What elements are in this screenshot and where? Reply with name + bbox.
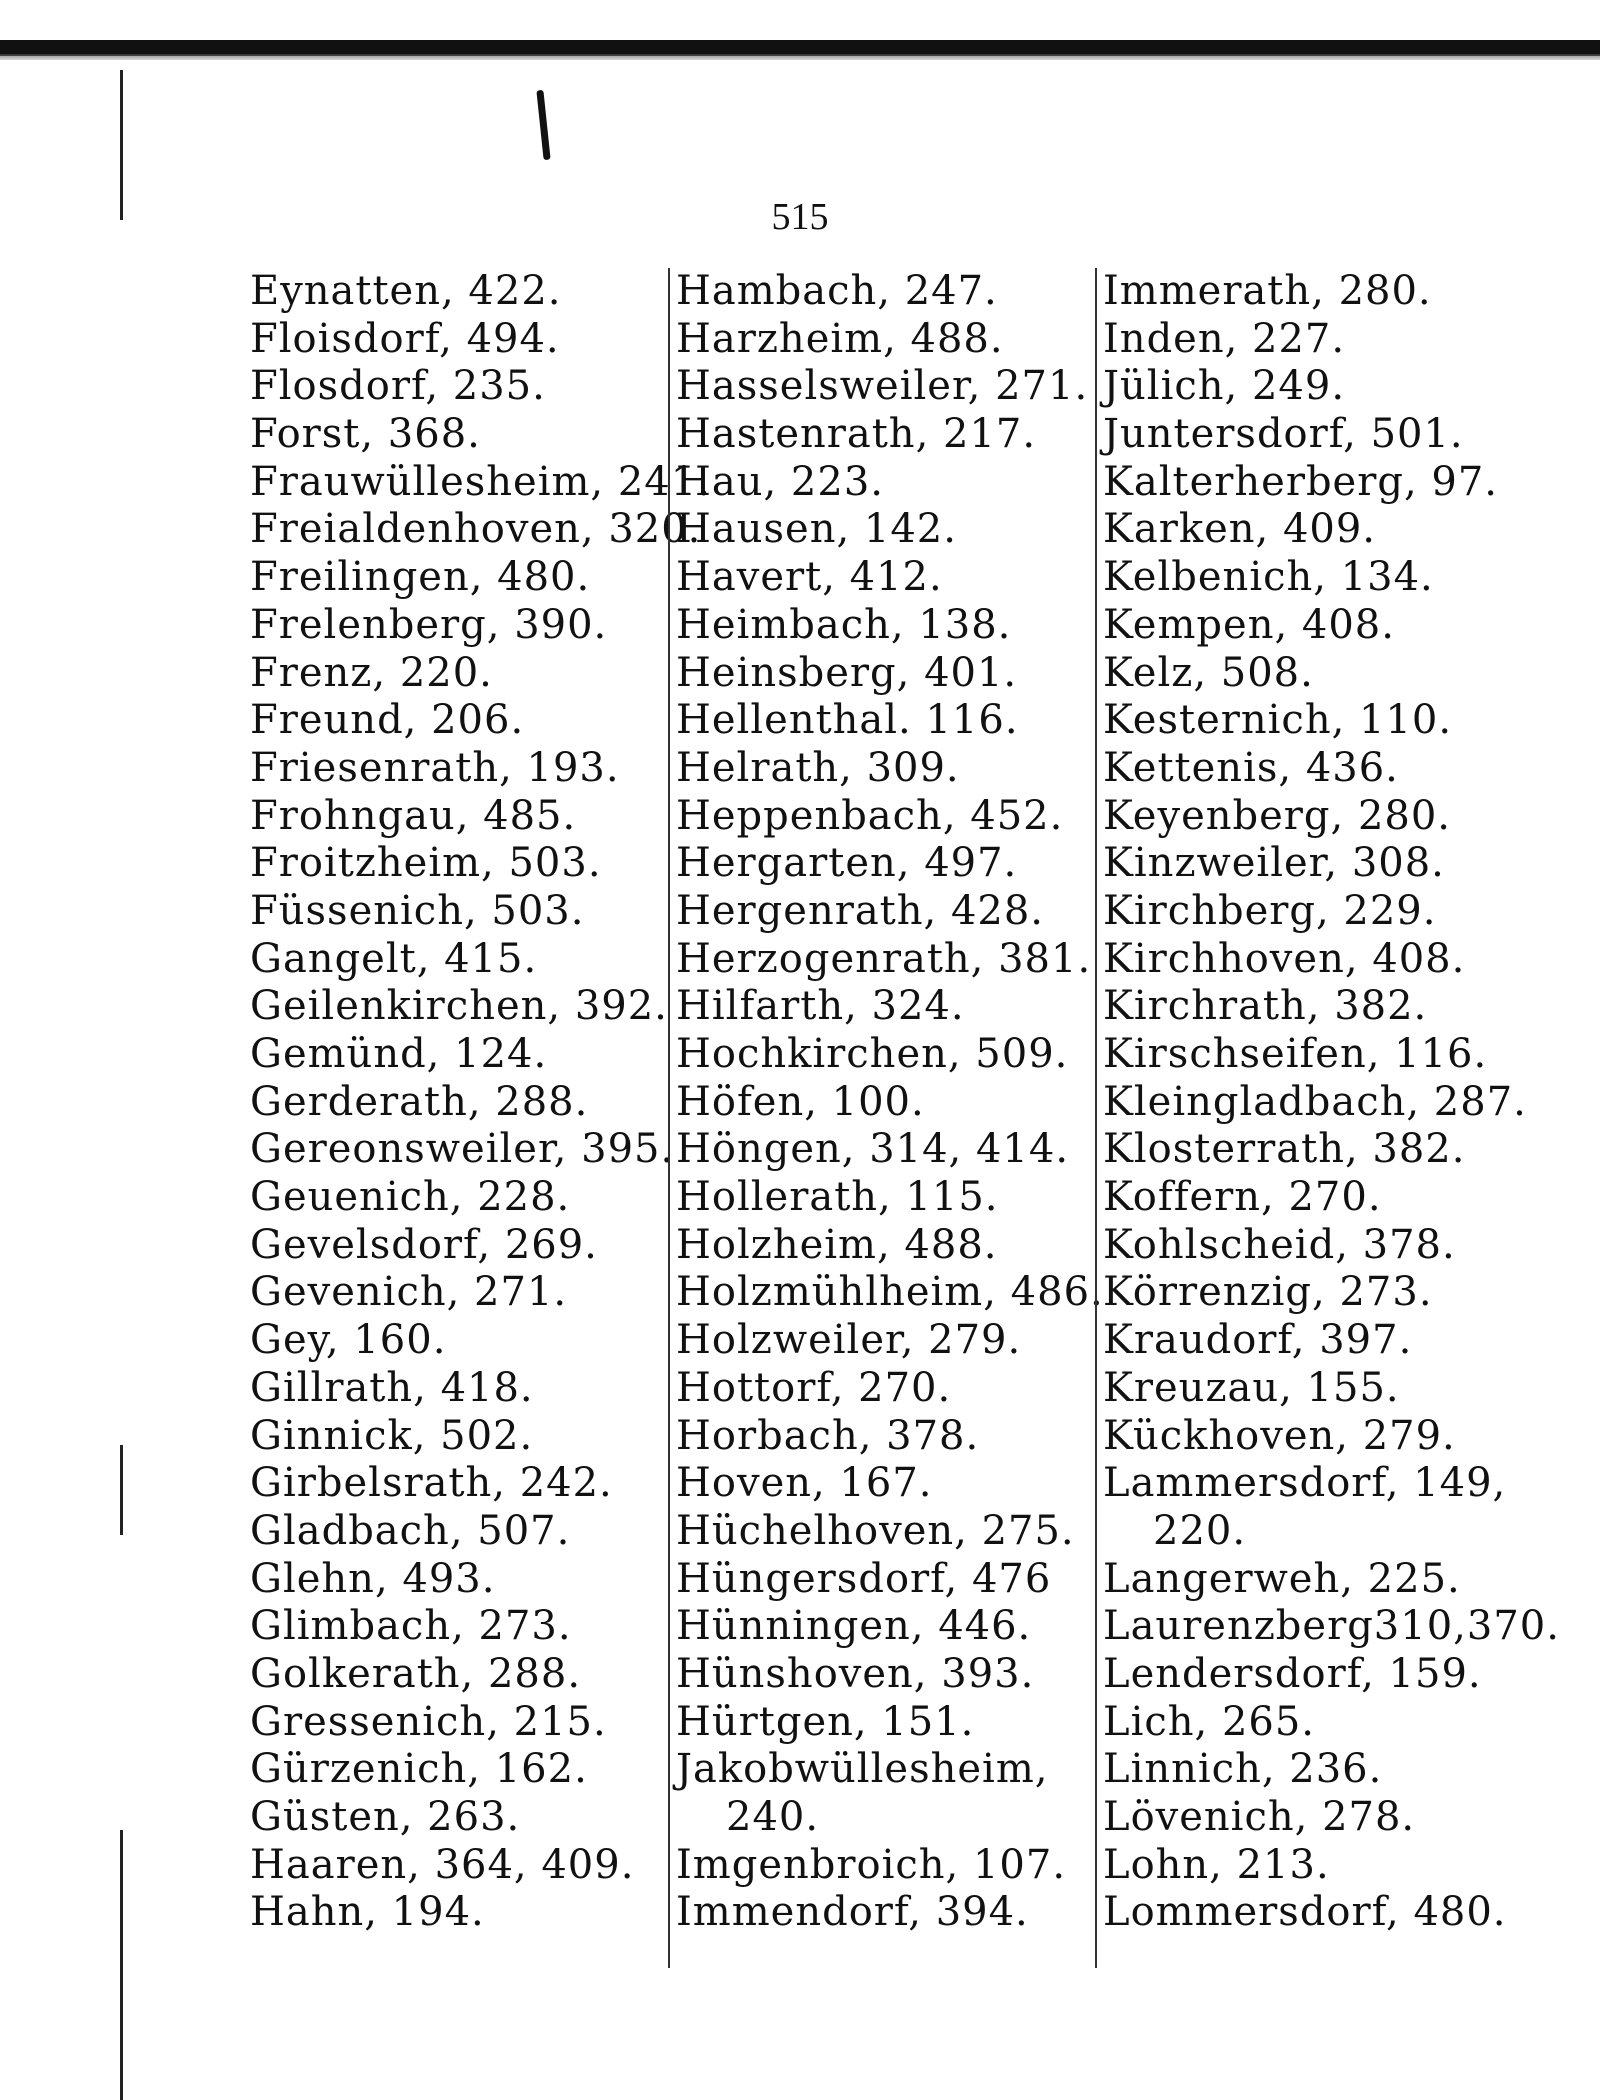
index-entry: Frohngau, 485. — [250, 792, 577, 839]
index-entry: Hau, 223. — [676, 458, 884, 505]
index-entry: Juntersdorf, 501. — [1103, 411, 1464, 458]
index-entry: Gerderath, 288. — [250, 1078, 589, 1125]
index-entry: Freilingen, 480. — [250, 554, 591, 601]
index-entry: Koffern, 270. — [1103, 1174, 1382, 1221]
index-entry: Gürzenich, 162. — [250, 1746, 588, 1793]
index-entry: Hünshoven, 393. — [676, 1650, 1035, 1697]
index-entry: Hergarten, 497. — [676, 840, 1018, 887]
index-column-1 — [250, 268, 711, 1937]
index-entry: Gevelsdorf, 269. — [250, 1221, 598, 1268]
index-entry: Gey, 160. — [250, 1317, 447, 1364]
index-column-2 — [668, 268, 1104, 1968]
index-entry: Kraudorf, 397. — [1103, 1317, 1413, 1364]
index-entry: Imgenbroich, 107. — [676, 1841, 1067, 1888]
index-entry: Glimbach, 273. — [250, 1603, 572, 1650]
index-entry: Gressenich, 215. — [250, 1698, 607, 1745]
index-entry: Inden, 227. — [1103, 315, 1346, 362]
index-entry: Lommersdorf, 480. — [1103, 1889, 1507, 1936]
index-entry: Horbach, 378. — [676, 1412, 980, 1459]
index-entry: Lendersdorf, 159. — [1103, 1650, 1482, 1697]
index-entry: Gemünd, 124. — [250, 1031, 548, 1077]
index-entry: Jakobwüllesheim, — [676, 1746, 1049, 1793]
index-entry: Immerath, 280. — [1103, 268, 1432, 314]
index-entry: Ginnick, 502. — [250, 1412, 534, 1459]
index-entry: Havert, 412. — [676, 554, 943, 601]
index-entry: Gangelt, 415. — [250, 935, 538, 982]
index-entry: Gevenich, 271. — [250, 1269, 568, 1316]
index-entry: Hergenrath, 428. — [676, 887, 1045, 934]
index-entry: Helrath, 309. — [676, 744, 960, 791]
index-entry: Linnich, 236. — [1103, 1746, 1383, 1793]
index-entry: Jülich, 249. — [1103, 363, 1346, 410]
index-entry: Geuenich, 228. — [250, 1174, 571, 1221]
index-entry: Frelenberg, 390. — [250, 601, 608, 648]
index-entry: Kempen, 408. — [1103, 601, 1395, 648]
index-entry: Hottorf, 270. — [676, 1364, 952, 1411]
index-entry: Golkerath, 288. — [250, 1650, 582, 1697]
index-entry: Langerweh, 225. — [1103, 1555, 1461, 1602]
index-entry: Lich, 265. — [1103, 1698, 1316, 1745]
index-entry: Hellenthal. 116. — [676, 697, 1019, 744]
index-entry: Hasselsweiler, 271. — [676, 363, 1089, 410]
index-entry: Hastenrath, 217. — [676, 411, 1037, 458]
index-entry: Körrenzig, 273. — [1103, 1269, 1433, 1316]
index-entry: Kückhoven, 279. — [1103, 1412, 1456, 1459]
index-entry: Kirchberg, 229. — [1103, 887, 1437, 934]
binding-edge-line — [120, 1830, 123, 2100]
index-entry: Hausen, 142. — [676, 506, 957, 553]
index-entry: Frauwüllesheim, 241. — [250, 458, 711, 505]
index-entry: Kreuzau, 155. — [1103, 1364, 1400, 1411]
index-entry: Kelbenich, 134. — [1103, 554, 1434, 601]
index-entry: Hoven, 167. — [676, 1460, 933, 1507]
index-entry: Höfen, 100. — [676, 1078, 925, 1125]
index-entry: Kalterherberg, 97. — [1103, 458, 1498, 505]
index-entry: Hüngersdorf, 476 — [676, 1555, 1052, 1602]
index-entry: Herzogenrath, 381. — [676, 935, 1092, 982]
index-entry: Lohn, 213. — [1103, 1841, 1330, 1888]
index-entry: Kleingladbach, 287. — [1103, 1078, 1527, 1125]
index-entry: Kirchhoven, 408. — [1103, 935, 1466, 982]
index-entry: Immendorf, 394. — [676, 1889, 1029, 1936]
index-entry: Kinzweiler, 308. — [1103, 840, 1445, 887]
index-entry: Hambach, 247. — [676, 268, 998, 314]
index-entry: Harzheim, 488. — [676, 315, 1004, 362]
index-entry: Karken, 409. — [1103, 506, 1377, 553]
index-entry: Froitzheim, 503. — [250, 840, 602, 887]
index-entry: Klosterrath, 382. — [1103, 1126, 1466, 1173]
index-entry: Füssenich, 503. — [250, 887, 585, 934]
index-entry: Haaren, 364, 409. — [250, 1841, 635, 1888]
index-entry: Kesternich, 110. — [1103, 697, 1453, 744]
index-entry: Floisdorf, 494. — [250, 315, 560, 362]
page-number: 515 — [771, 196, 829, 238]
index-entry: Hollerath, 115. — [676, 1174, 999, 1221]
index-entry: Hünningen, 446. — [676, 1603, 1032, 1650]
page-top-rule — [0, 40, 1600, 56]
index-entry: Heinsberg, 401. — [676, 649, 1018, 696]
index-entry: Güsten, 263. — [250, 1794, 521, 1840]
index-entry: Gladbach, 507. — [250, 1507, 571, 1554]
index-column-3 — [1095, 268, 1563, 1968]
index-entry-continuation: 220. — [1153, 1507, 1247, 1554]
index-entry: Freialdenhoven, 320. — [250, 506, 702, 553]
index-entry: Höngen, 314, 414. — [676, 1126, 1070, 1173]
index-entry: Gereonsweiler, 395. — [250, 1126, 675, 1173]
index-entry: Gillrath, 418. — [250, 1364, 534, 1411]
index-entry: Heppenbach, 452. — [676, 792, 1064, 839]
index-entry: Friesenrath, 193. — [250, 744, 620, 791]
index-entry: Kelz, 508. — [1103, 649, 1314, 696]
index-entry: Heimbach, 138. — [676, 601, 1012, 648]
index-entry: Kirchrath, 382. — [1103, 983, 1428, 1030]
index-entry: Hürtgen, 151. — [676, 1698, 975, 1745]
index-entry: Lammersdorf, 149, — [1103, 1460, 1507, 1507]
ink-mark — [536, 90, 550, 160]
index-entry: Hilfarth, 324. — [676, 983, 965, 1030]
binding-edge-line — [120, 1445, 123, 1535]
index-entry: Hüchelhoven, 275. — [676, 1507, 1075, 1554]
index-entry: Hochkirchen, 509. — [676, 1031, 1069, 1077]
index-entry: Eynatten, 422. — [250, 268, 562, 314]
index-entry: Glehn, 493. — [250, 1555, 496, 1602]
index-entry: Forst, 368. — [250, 411, 481, 458]
index-entry: Geilenkirchen, 392. — [250, 983, 668, 1030]
index-entry: Freund, 206. — [250, 697, 525, 744]
index-entry: Kohlscheid, 378. — [1103, 1221, 1456, 1268]
index-entry: Holzheim, 488. — [676, 1221, 998, 1268]
index-entry: Lövenich, 278. — [1103, 1794, 1416, 1840]
index-entry: Girbelsrath, 242. — [250, 1460, 613, 1507]
index-entry-continuation: 240. — [726, 1794, 820, 1840]
index-entry: Holzmühlheim, 486. — [676, 1269, 1104, 1316]
index-entry: Laurenzberg310,370. — [1103, 1603, 1560, 1650]
index-entry: Flosdorf, 235. — [250, 363, 546, 410]
index-entry: Keyenberg, 280. — [1103, 792, 1452, 839]
index-entry: Kettenis, 436. — [1103, 744, 1399, 791]
index-entry: Hahn, 194. — [250, 1889, 485, 1936]
index-entry: Kirschseifen, 116. — [1103, 1031, 1488, 1077]
index-entry: Holzweiler, 279. — [676, 1317, 1022, 1364]
index-entry: Frenz, 220. — [250, 649, 493, 696]
